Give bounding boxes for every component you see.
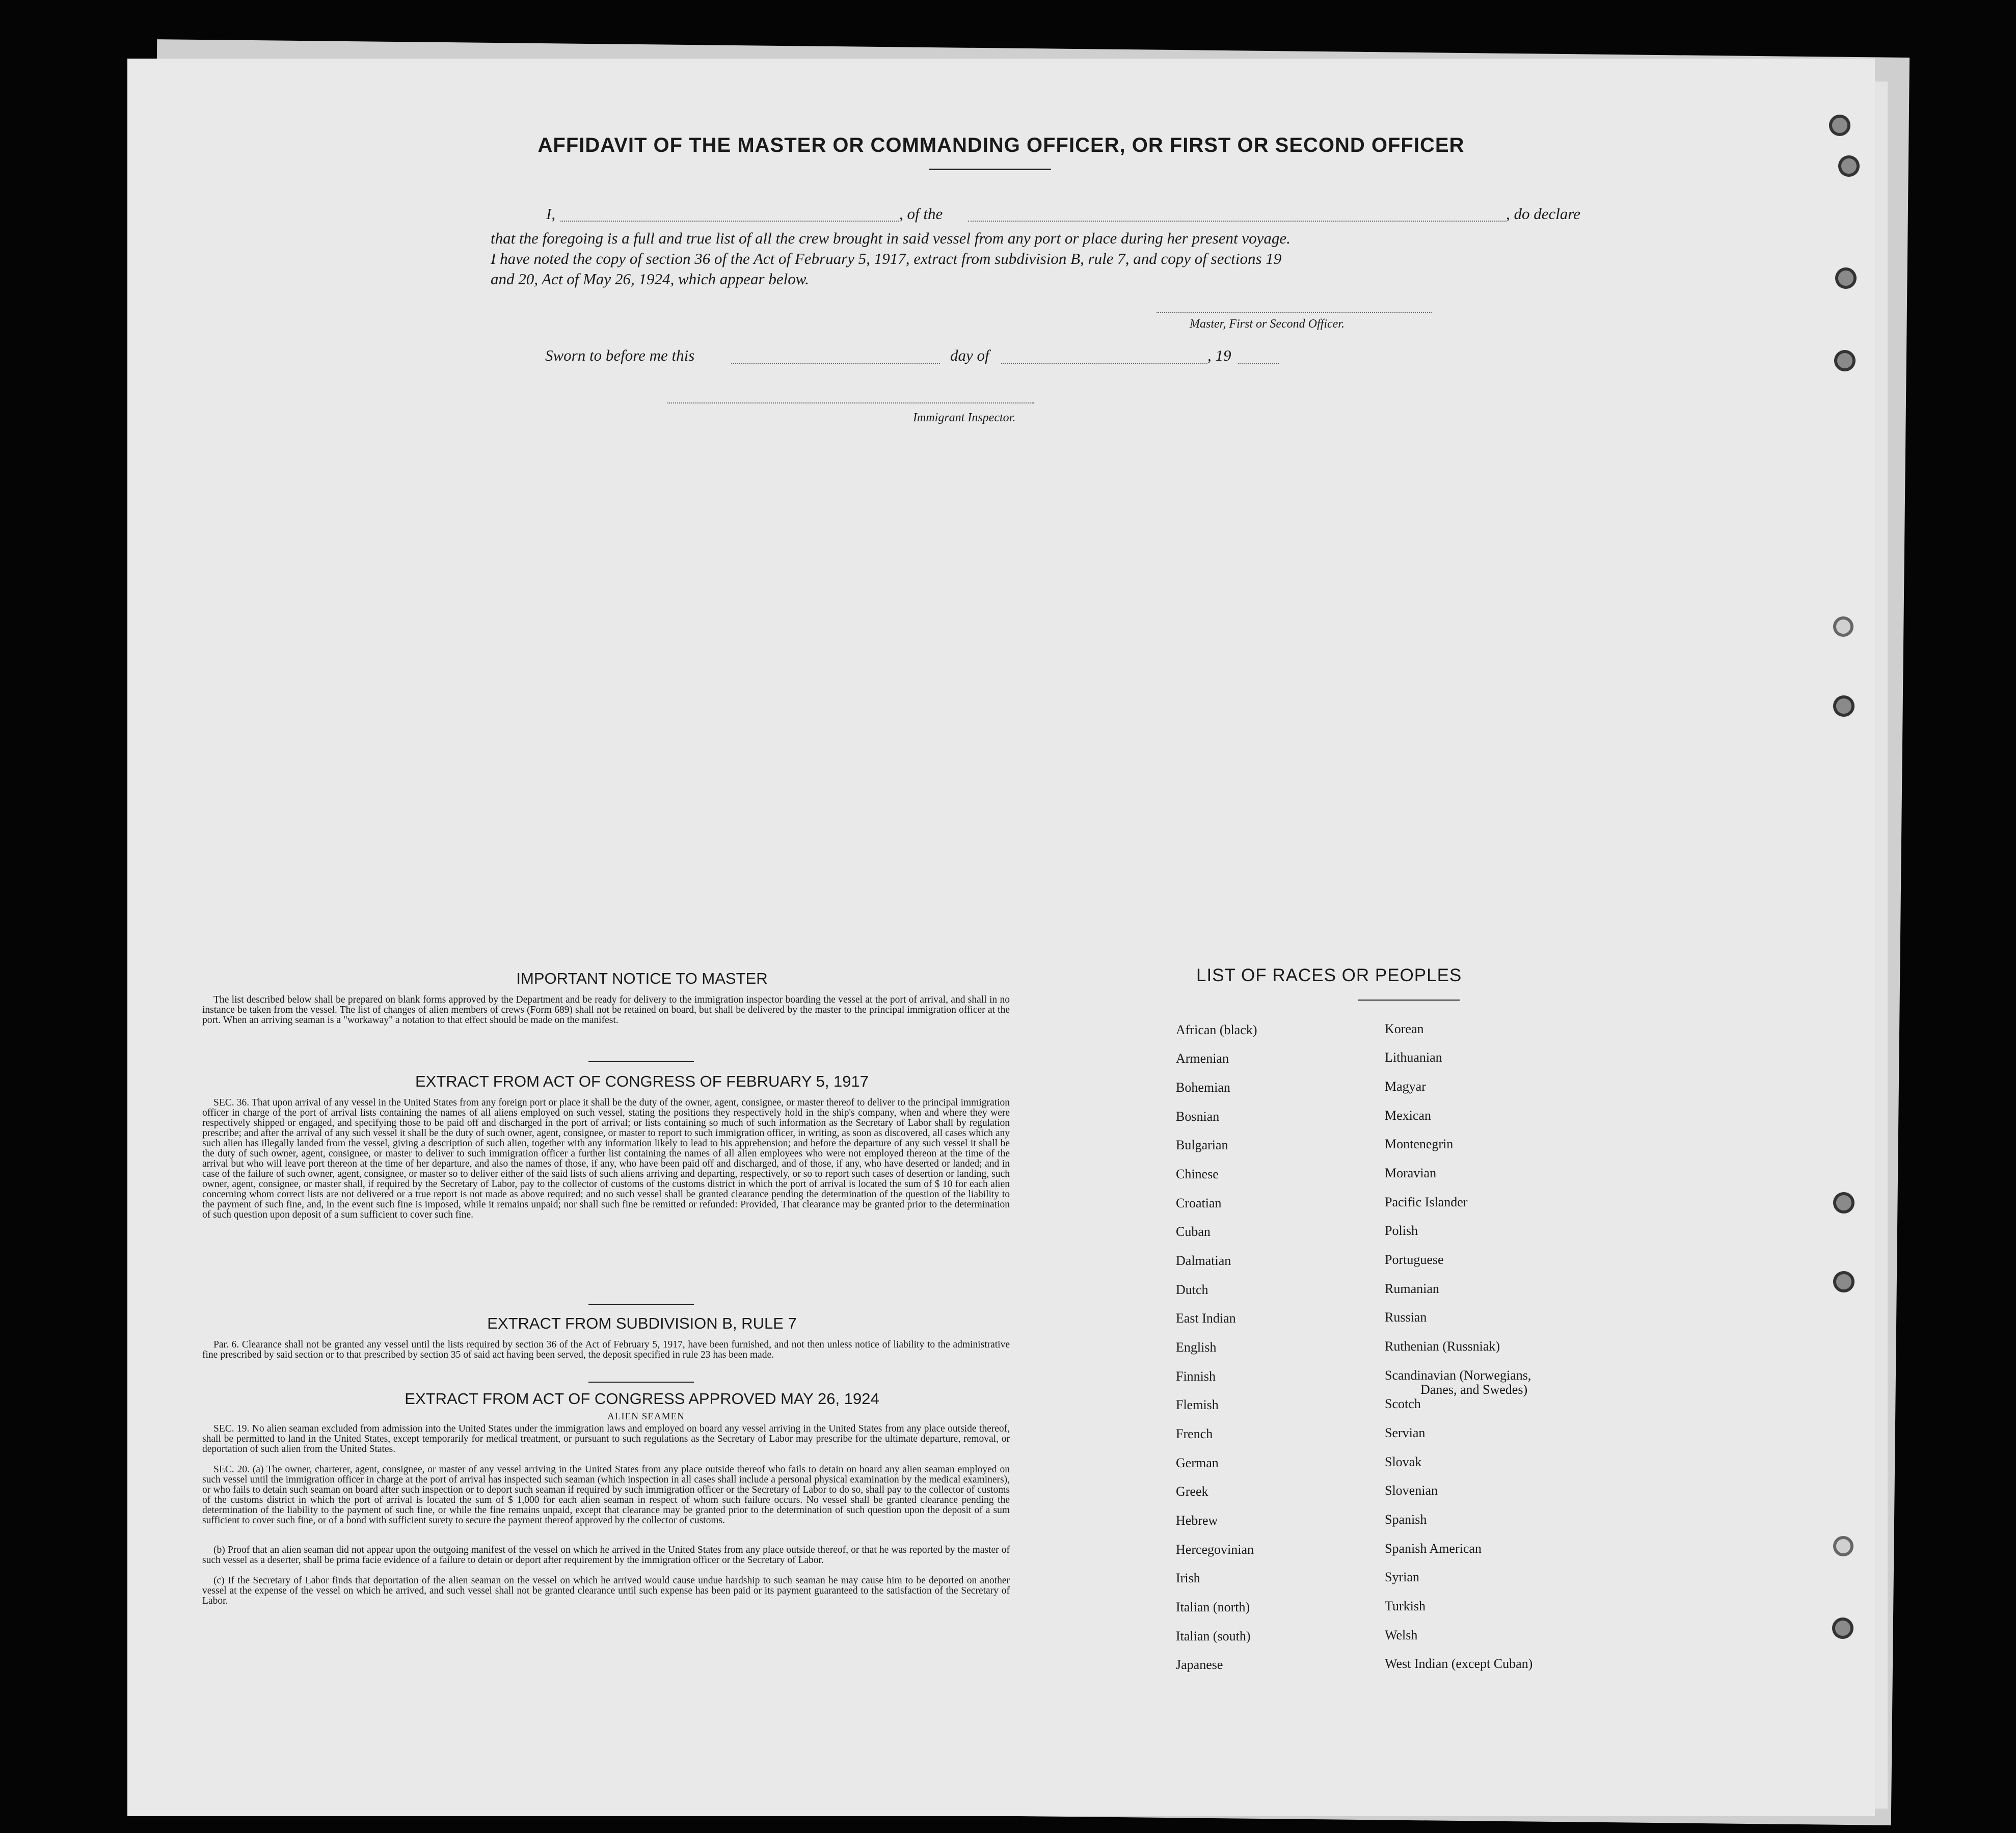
race-right-item: Rumanian (1385, 1281, 1439, 1296)
binder-hole (1832, 1618, 1853, 1639)
race-right-item: Mexican (1385, 1108, 1431, 1123)
race-left-item: Greek (1176, 1484, 1208, 1499)
race-right-item: Moravian (1385, 1166, 1437, 1180)
race-left-item: English (1176, 1340, 1217, 1355)
race-right-item: Slovenian (1385, 1483, 1438, 1498)
extract-rule7-text: Par. 6. Clearance shall not be granted any vessel until the lists required by section 36 of the Act of February 5, 1917, have been furnished, and not then unless notice of liability to the administrative fine prescribed by said section or to that prescribed by section 35 of said act having been served, the deposit specified in rule 23 has been made. (202, 1339, 1010, 1360)
race-right-item: Spanish American (1385, 1541, 1482, 1556)
race-left-item: Croatian (1176, 1196, 1222, 1210)
race-right-item: Syrian (1385, 1570, 1419, 1584)
race-right-item: Slovak (1385, 1454, 1422, 1469)
race-left-item: Armenian (1176, 1051, 1229, 1066)
race-left-item: German (1176, 1455, 1219, 1470)
race-right-item: Lithuanian (1385, 1050, 1442, 1065)
race-right-item: Servian (1385, 1425, 1426, 1440)
binder-hole (1833, 695, 1854, 717)
extract-1917-heading: EXTRACT FROM ACT OF CONGRESS OF FEBRUARY 5, 1917 (415, 1072, 869, 1090)
sec-20c-text: (c) If the Secretary of Labor finds that deportation of the alien seaman on the vessel on which he arrived would cause undue hardship to such seaman he may cause him to be deported on another vessel at the expense of the vessel on which he arrived, and such vessel shall not be granted clearance until such expense has been paid or its payment guaranteed to the satisfaction of the Secretary of Labor. (202, 1575, 1010, 1606)
notice-rule (588, 1061, 694, 1062)
races-heading: LIST OF RACES OR PEOPLES (1196, 965, 1462, 985)
notice-text: The list described below shall be prepared on blank forms approved by the Department and be ready for delivery to the immigration inspector boarding the vessel at the port of arrival, and shall in no instance be taken from the vessel. The list of changes of alien members of crews (Form 689) shall not be retained on board, but shall be delivered by the master to the principal immigration officer at the port. When an arriving seaman is a "workaway" a notation to that effect should be made on the manifest. (202, 994, 1010, 1026)
sec-20a-text: SEC. 20. (a) The owner, charterer, agent, consignee, or master of any vessel arriving in the United States from any place outside thereof who fails to detain on board any alien seaman employed on such vessel until the immigration officer in charge at the port of arrival has inspected such seaman (which inspection in all cases shall include a personal physical examination by the medical examiners), or who fails to detain such seaman on board after such inspection or to deport such seaman if required by such immigration officer or the Secretary of Labor to do so, shall pay to the collector of customs of the customs district in which the port of arrival is located the sum of $ 1,000 for each alien seaman in respect of whom such failure occurs. No vessel shall be granted clearance pending the determination of the liability to the payment of such fine, or while the fine remains unpaid, except that clearance may be granted prior to the determination of such question upon the deposit of a sum sufficient to cover such fine, or of a bond with sufficient surety to secure the payment thereof approved by the collector of customs. (202, 1464, 1010, 1526)
extract-rule7-heading: EXTRACT FROM SUBDIVISION B, RULE 7 (487, 1314, 797, 1332)
race-left-item: Bohemian (1176, 1080, 1230, 1095)
race-right-item: Portuguese (1385, 1252, 1444, 1267)
race-left-item: African (black) (1176, 1022, 1257, 1037)
race-right-item: Korean (1385, 1021, 1424, 1036)
race-right-item: Polish (1385, 1223, 1418, 1238)
affidavit-declare: , do declare (1506, 205, 1581, 223)
race-right-item: Ruthenian (Russniak) (1385, 1339, 1500, 1354)
race-right-item: Pacific Islander (1385, 1195, 1468, 1209)
affidavit-i: I, (546, 205, 556, 223)
binder-hole (1833, 616, 1853, 637)
inspector-signature-line (667, 402, 1034, 403)
affidavit-body-3: and 20, Act of May 26, 1924, which appear below. (491, 270, 809, 288)
extract-rule7-rule (588, 1382, 694, 1383)
race-left-item: Irish (1176, 1571, 1200, 1585)
race-left-item: Hebrew (1176, 1513, 1218, 1528)
master-caption: Master, First or Second Officer. (1190, 317, 1345, 331)
race-right-item: Scotch (1385, 1396, 1421, 1411)
extract-1917-rule (588, 1304, 694, 1305)
race-left-item: Italian (south) (1176, 1629, 1251, 1643)
race-left-item: Dutch (1176, 1282, 1208, 1297)
race-right-item: Magyar (1385, 1079, 1426, 1094)
title-rule (929, 169, 1051, 170)
binder-hole (1838, 155, 1860, 177)
master-signature-line (1157, 312, 1432, 313)
alien-seamen-subheading: ALIEN SEAMEN (607, 1411, 685, 1422)
race-right-item: Danes, and Swedes) (1420, 1382, 1528, 1397)
race-right-item: Montenegrin (1385, 1137, 1454, 1151)
extract-1917-text: SEC. 36. That upon arrival of any vessel in the United States from any foreign port or place it shall be the duty of the owner, agent, consignee, or master thereof to deliver to the principal immigration officer in charge of the port of arrival lists containing the names of all aliens employed on such vessel, stating the positions they respectively hold in the ship's company, when and where they were respectively shipped or engaged, and specifying those to be paid off and discharged in the port of arrival; or lists containing so much of such information as the Secretary of Labor shall by regulation prescribe; and after the arrival of any such vessel it shall be the duty of such owner, agent, consignee, or master to report to such immigration officer, in writing, as soon as discovered, all cases which any such alien has illegally landed from the vessel, giving a description of such alien, together with any information likely to lead to his apprehension; and before the departure of any such vessel it shall be the duty of such owner, agent, consignee, or master to deliver to such immigration officer a further list containing the names of all alien employees who were not employed thereon at the time of the arrival but who will leave port thereon at the time of her departure, and also the names of those, if any, who have been paid off and discharged, and of those, if any, who have deserted or landed; and in case of the failure of such owner, agent, consignee, or master so to deliver either of the said lists of such aliens arriving and departing, respectively, or so to report such cases of desertion or landing, such owner, agent, consignee, or master shall, if required by the Secretary of Labor, pay to the collector of customs of the customs district in which the port of arrival is located the sum of $ 10 for each alien concerning whom correct lists are not delivered or a true report is not made as above required; and no such vessel shall be granted clearance pending the determination of the question of the liability to the payment of such fine, and, in the event such fine is imposed, while it remains unpaid; nor shall such fine be remitted or refunded: Provided, That clearance may be granted prior to the determination of such question upon deposit of a sum sufficient to cover such fine. (202, 1097, 1010, 1220)
race-right-item: Russian (1385, 1310, 1427, 1325)
races-rule (1358, 1000, 1460, 1001)
affidavit-body-2: I have noted the copy of section 36 of the Act of February 5, 1917, extract from subdivision B, rule 7, and copy of sections 19 (491, 250, 1282, 267)
inspector-caption: Immigrant Inspector. (913, 411, 1016, 424)
race-right-item: Scandinavian (Norwegians, (1385, 1368, 1531, 1383)
year-label: , 19 (1207, 346, 1231, 364)
name-field-line (560, 221, 899, 222)
race-left-item: Finnish (1176, 1369, 1216, 1384)
binder-hole (1829, 115, 1850, 136)
race-left-item: Hercegovinian (1176, 1542, 1254, 1557)
race-right-item: West Indian (except Cuban) (1385, 1656, 1533, 1671)
race-left-item: Italian (north) (1176, 1600, 1250, 1614)
race-right-item: Spanish (1385, 1512, 1427, 1527)
notice-heading: IMPORTANT NOTICE TO MASTER (516, 969, 768, 987)
extract-1924-heading: EXTRACT FROM ACT OF CONGRESS APPROVED MAY 26, 1924 (405, 1390, 879, 1408)
race-left-item: Chinese (1176, 1167, 1219, 1181)
race-left-item: Dalmatian (1176, 1253, 1231, 1268)
day-of-label: day of (950, 346, 989, 364)
document-page (127, 59, 1875, 1816)
race-left-item: Japanese (1176, 1657, 1223, 1672)
binder-hole (1833, 1536, 1853, 1556)
sworn-label: Sworn to before me this (545, 346, 695, 364)
sworn-day-line (731, 363, 940, 364)
race-left-item: French (1176, 1426, 1213, 1441)
year-line (1238, 363, 1279, 364)
binder-hole (1833, 1271, 1854, 1292)
race-right-item: Welsh (1385, 1628, 1418, 1642)
month-line (1001, 363, 1207, 364)
sec-19-text: SEC. 19. No alien seaman excluded from admission into the United States under the immigration laws and employed on board any vessel arriving in the United States from any place outside thereof, shall be permitted to land in the United States, except temporarily for medical treatment, or pursuant to such regulations as the Secretary of Labor may prescribe for the ultimate departure, removal, or deportation of such alien from the United States. (202, 1423, 1010, 1454)
race-left-item: Bosnian (1176, 1109, 1220, 1124)
race-left-item: Bulgarian (1176, 1138, 1228, 1152)
affidavit-title: AFFIDAVIT OF THE MASTER OR COMMANDING OFFICER, OR FIRST OR SECOND OFFICER (537, 134, 1465, 156)
binder-hole (1833, 1192, 1854, 1214)
binder-hole (1835, 267, 1857, 289)
race-left-item: Cuban (1176, 1224, 1211, 1239)
affidavit-body-1: that the foregoing is a full and true list of all the crew brought in said vessel from any port or place during her present voyage. (491, 229, 1291, 247)
affidavit-of-the: , of the (899, 205, 943, 223)
race-left-item: Flemish (1176, 1397, 1219, 1412)
vessel-field-line (968, 221, 1506, 222)
binder-hole (1834, 350, 1856, 371)
race-right-item: Turkish (1385, 1599, 1426, 1613)
race-left-item: East Indian (1176, 1311, 1236, 1326)
sec-20b-text: (b) Proof that an alien seaman did not appear upon the outgoing manifest of the vessel on which he arrived in the United States from any place outside thereof, or that he was reported by the master of such vessel as a deserter, shall be prima facie evidence of a failure to detain or deport after requirement by the immigration officer or the Secretary of Labor. (202, 1545, 1010, 1566)
